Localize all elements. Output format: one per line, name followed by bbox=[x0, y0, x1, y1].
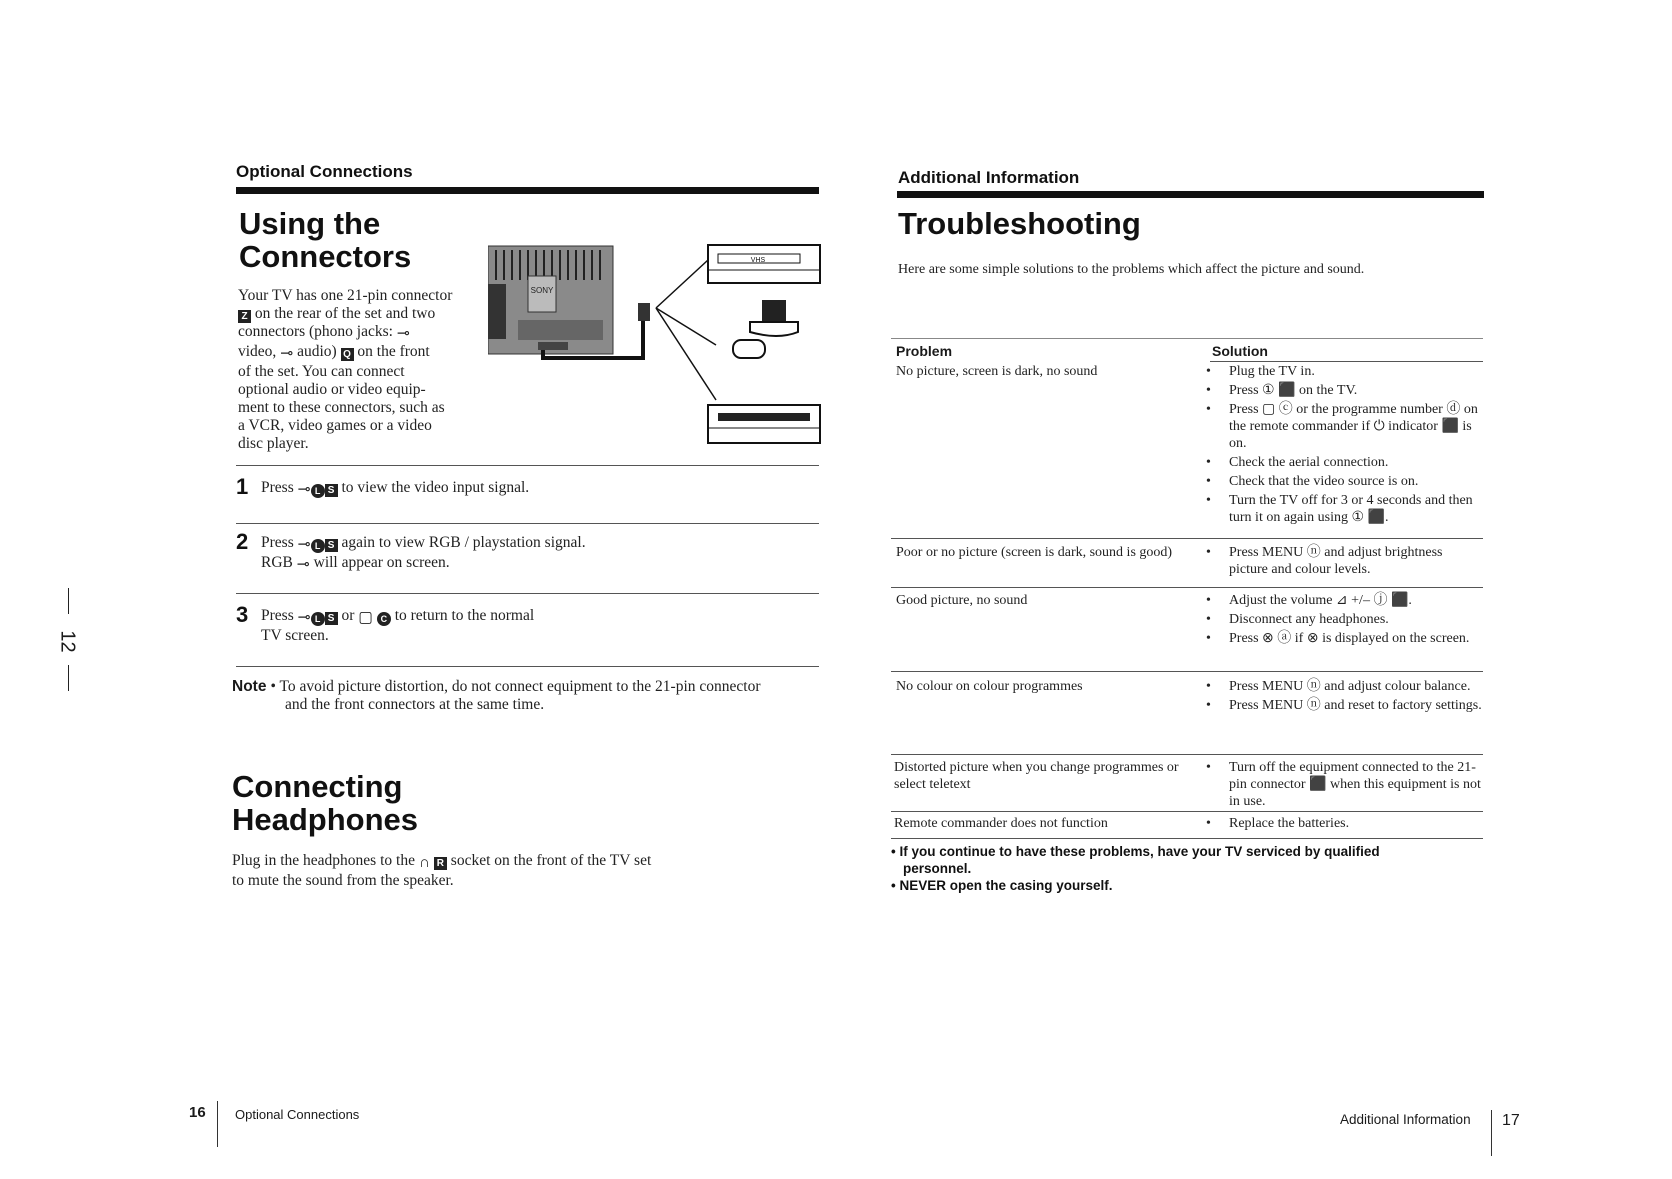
gamepad-icon bbox=[733, 340, 765, 358]
input-jack-icon: ⊸ bbox=[297, 481, 311, 498]
row-divider bbox=[891, 538, 1483, 539]
note: Note • To avoid picture distortion, do not connect equipment to the 21-pin connector and the front connectors at the same time. bbox=[232, 678, 761, 713]
page-title-connectors: Using the Connectors bbox=[239, 206, 412, 274]
step-number: 3 bbox=[236, 602, 249, 627]
button-l-icon: L bbox=[311, 612, 325, 626]
button-c-icon: C bbox=[377, 612, 391, 626]
button-l-icon: L bbox=[311, 484, 325, 498]
connection-illustration bbox=[488, 240, 823, 445]
connector-z-icon: Z bbox=[238, 310, 251, 323]
warning-notes: • If you continue to have these problems, have your TV serviced by qualified personnel. • NEVER open the casing yourself. bbox=[891, 844, 1380, 893]
footer-divider-left bbox=[217, 1101, 218, 1147]
button-s-icon: S bbox=[325, 539, 338, 552]
header-rule-left bbox=[236, 187, 819, 194]
button-s-icon: S bbox=[325, 612, 338, 625]
input-jack-icon: ⊸ bbox=[296, 556, 310, 573]
footer-label-left: Optional Connections bbox=[235, 1107, 360, 1122]
step-divider bbox=[236, 465, 819, 466]
step-1: 1 Press ⊸ L S to view the video input signal. bbox=[236, 474, 530, 499]
header-rule-right bbox=[897, 191, 1484, 198]
margin-tick-top bbox=[68, 588, 69, 614]
vcr-device bbox=[708, 245, 820, 283]
table-header-rule bbox=[1210, 361, 1483, 362]
tv-button-icon: ▢ bbox=[358, 609, 373, 626]
step-2: 2 Press ⊸ L S again to view RGB / playstation signal. RGB ⊸ will appear on screen. bbox=[236, 529, 586, 573]
button-r-icon: R bbox=[434, 857, 447, 870]
row-divider bbox=[891, 811, 1483, 812]
page-title-troubleshooting: Troubleshooting bbox=[898, 206, 1141, 241]
connector-q-icon: Q bbox=[341, 348, 354, 361]
headphones-paragraph: Plug in the headphones to the ∩ R socket on the front of the TV set to mute the sound from the speaker. bbox=[232, 852, 652, 889]
step-number: 2 bbox=[236, 529, 249, 554]
row-divider bbox=[891, 754, 1483, 755]
step-divider bbox=[236, 666, 819, 667]
intro-paragraph: Your TV has one 21-pin connector Z on the rear of the set and two connectors (phono jacks: ⊸ video, ⊸ audio) Q on the front of the set. You can connect optional audio or video equip- ment to these connectors, such as a VCR, video games or a video disc player. bbox=[238, 287, 453, 452]
button-s-icon: S bbox=[325, 484, 338, 497]
disc-player-device bbox=[708, 405, 820, 443]
headphones-icon: ∩ bbox=[418, 854, 431, 871]
margin-page-number: 12 bbox=[56, 630, 79, 653]
section-label-left: Optional Connections bbox=[236, 162, 413, 181]
input-jack-icon: ⊸ bbox=[297, 536, 311, 553]
game-console bbox=[762, 300, 786, 322]
column-header-problem: Problem bbox=[896, 343, 953, 359]
input-jack-icon: ⊸ bbox=[297, 609, 311, 626]
troubleshooting-intro: Here are some simple solutions to the problems which affect the picture and sound. bbox=[898, 262, 1365, 277]
column-header-solution: Solution bbox=[1212, 343, 1268, 359]
table-bottom-rule bbox=[891, 838, 1483, 839]
brand-label: SONY bbox=[530, 286, 554, 295]
footer-divider-right bbox=[1491, 1110, 1492, 1156]
step-3: 3 Press ⊸ L S or ▢ C to return to the normal TV screen. bbox=[236, 602, 535, 644]
step-number: 1 bbox=[236, 474, 249, 499]
input-jack-icon: ⊸ bbox=[280, 345, 294, 362]
margin-tick-bottom bbox=[68, 665, 69, 691]
button-l-icon: L bbox=[311, 539, 325, 553]
page-title-headphones: Connecting Headphones bbox=[232, 769, 419, 837]
input-jack-icon: ⊸ bbox=[396, 325, 410, 342]
table-top-rule bbox=[891, 338, 1483, 339]
section-label-right: Additional Information bbox=[898, 168, 1080, 187]
row-divider bbox=[891, 671, 1483, 672]
svg-text:VHS: VHS bbox=[750, 257, 766, 264]
page-number-left: 16 bbox=[189, 1104, 206, 1121]
row-divider bbox=[891, 587, 1483, 588]
step-divider bbox=[236, 593, 819, 594]
footer-label-right: Additional Information bbox=[1340, 1112, 1471, 1127]
step-divider bbox=[236, 523, 819, 524]
page-number-right: 17 bbox=[1502, 1112, 1520, 1129]
